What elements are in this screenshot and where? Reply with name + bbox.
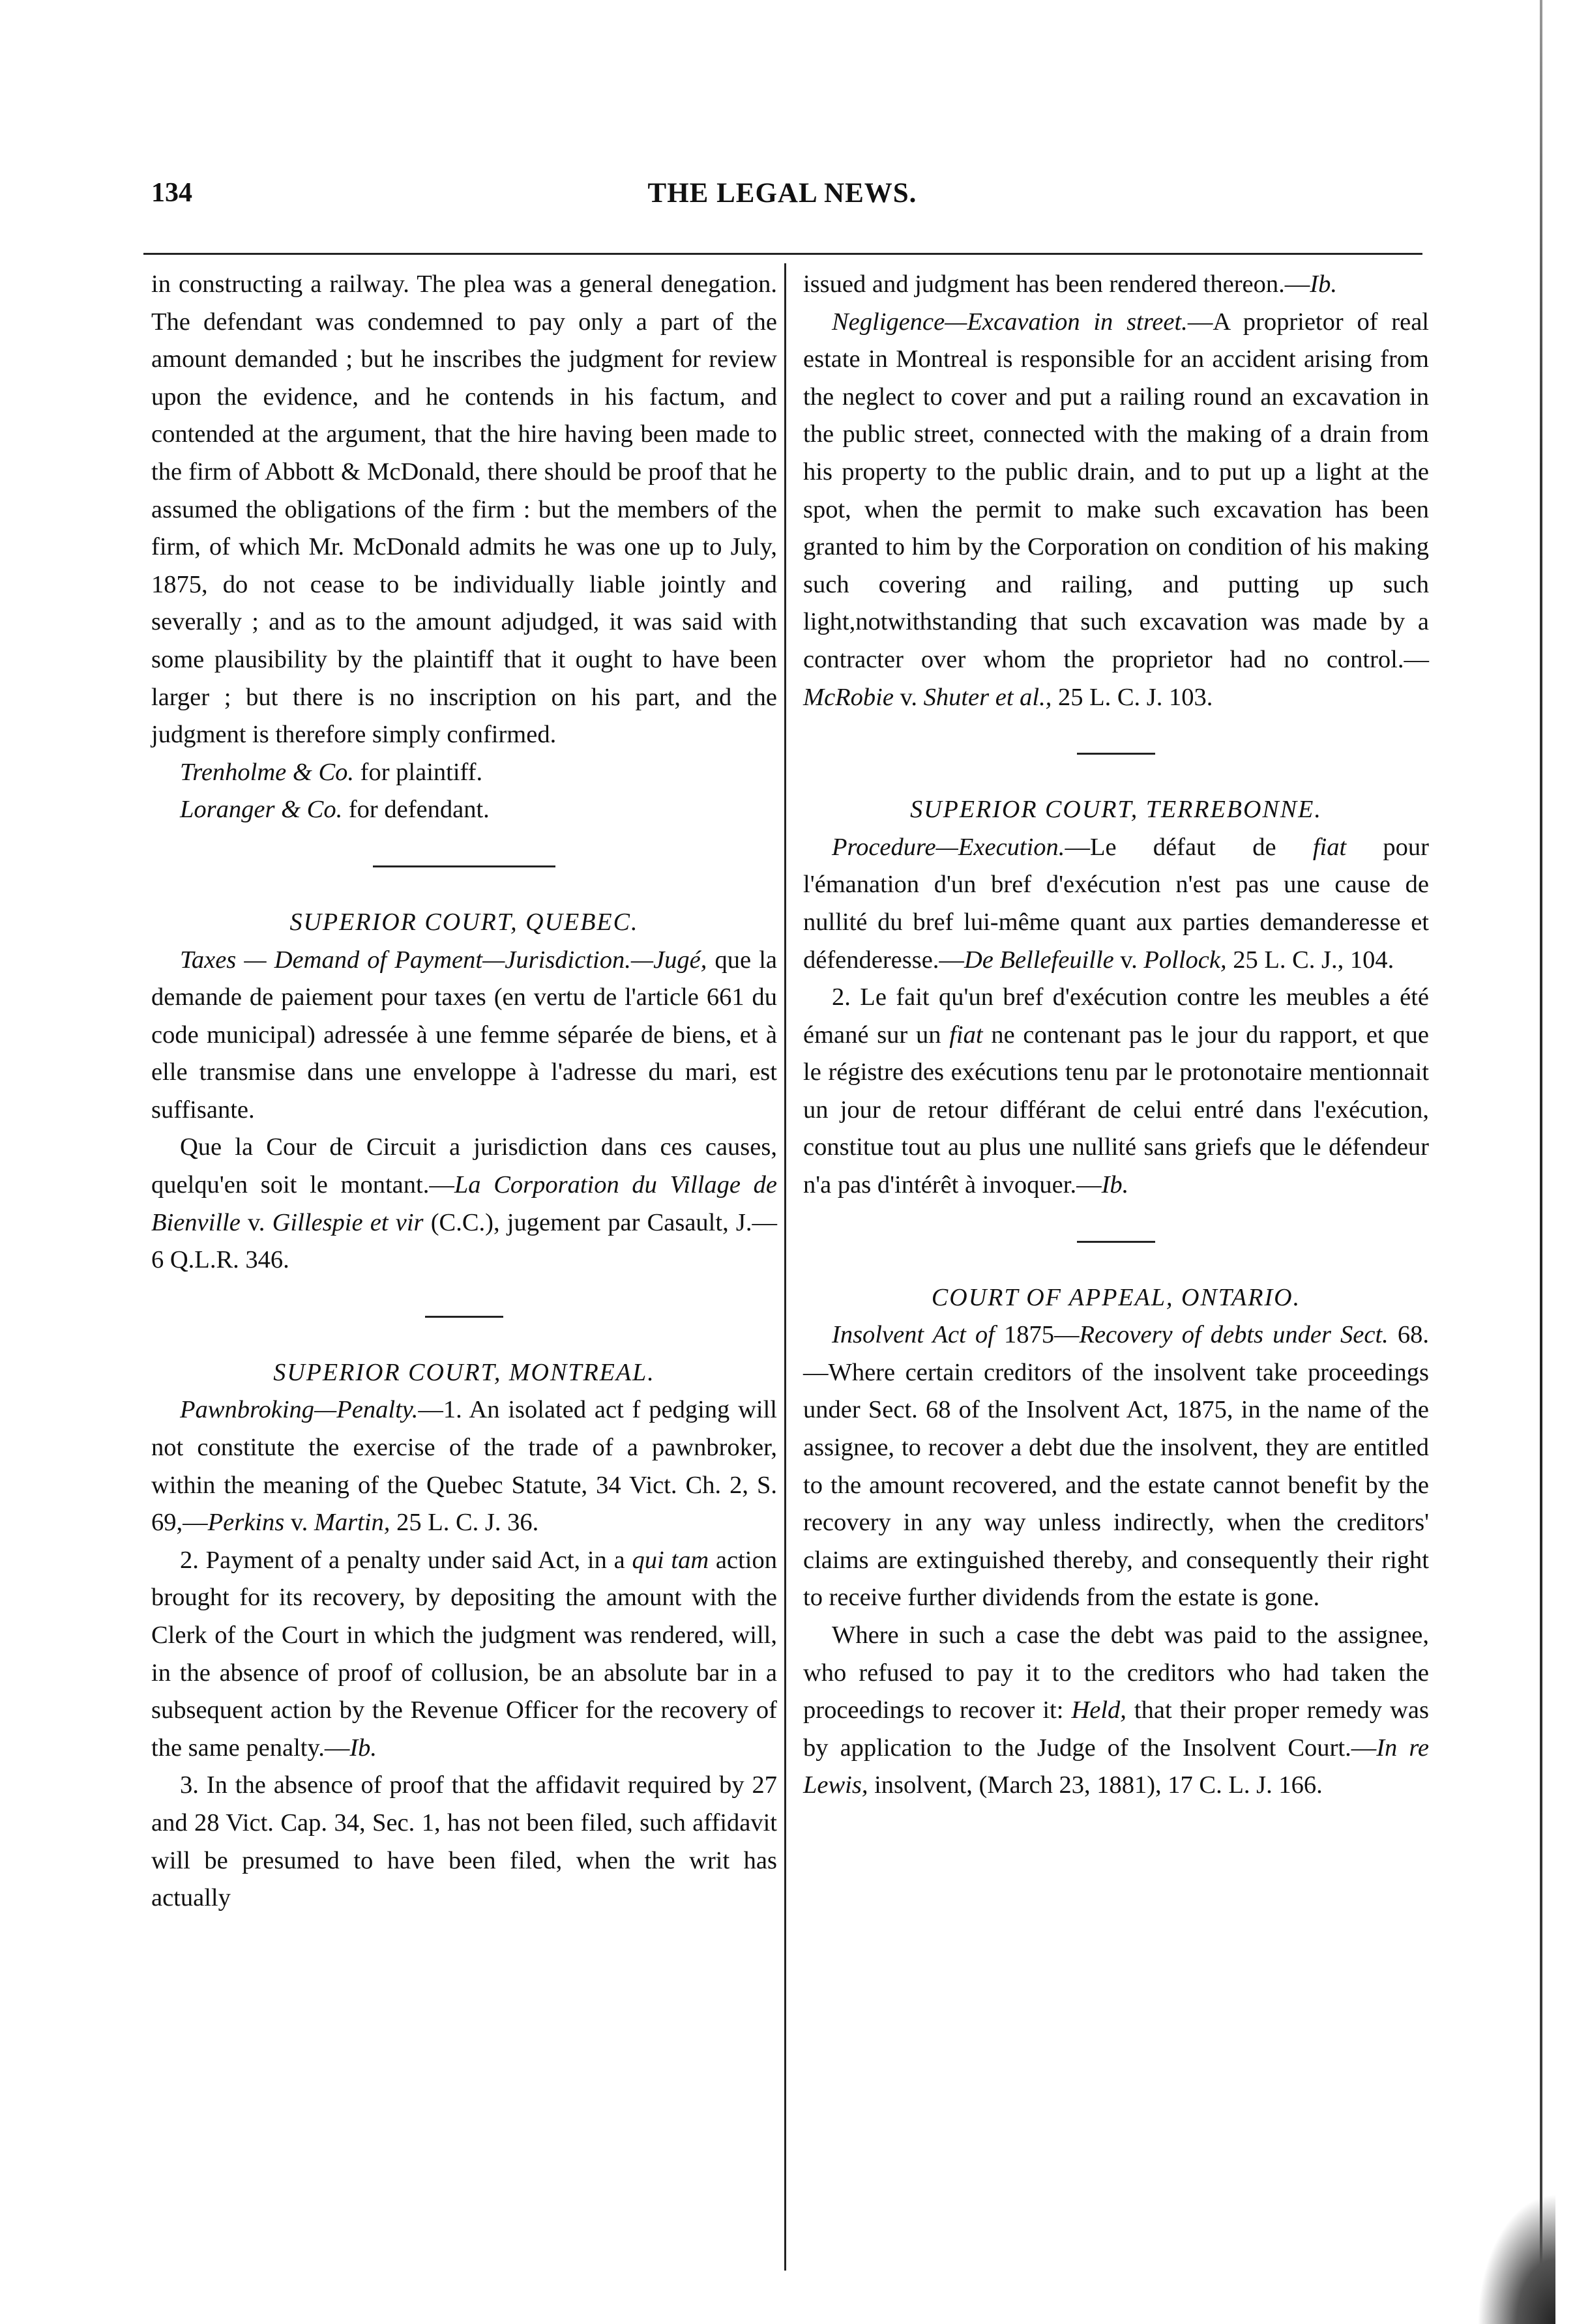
negligence-headnote-title: Negligence—Excavation in street. — [832, 308, 1188, 336]
header-rule — [143, 253, 1422, 255]
negligence-case-1: McRobie — [803, 683, 894, 711]
counsel-plaintiff-name: Trenholme & Co. — [180, 758, 355, 786]
court-heading-quebec: SUPERIOR COURT, QUEBEC. — [289, 908, 639, 936]
ontario-paragraph-2 — [803, 1617, 1429, 1805]
negligence-citation: 25 L. C. J. 103. — [1052, 683, 1213, 711]
counsel-plaintiff-role: for plaintiff. — [354, 758, 483, 786]
quebec-party: Gillespie et vir — [272, 1208, 424, 1236]
ontario-case: In re Lewis, — [803, 1734, 1429, 1799]
terrebonne-p2-a: 2. Le fait qu'un bref d'exécution contre les meubles a été émané sur un — [803, 983, 1429, 1049]
ontario-held: Held, — [1071, 1696, 1126, 1724]
separator-rule — [425, 1316, 503, 1318]
terrebonne-versus: v. — [1113, 946, 1144, 974]
counsel-defendant-role: for defendant. — [342, 796, 490, 824]
montreal-paragraph-2-a: 2. Payment of a penalty under said Act, in a — [180, 1546, 632, 1574]
quebec-paragraph-2 — [151, 1129, 777, 1279]
ontario-title-b: Recovery of debts under Sect. — [1079, 1321, 1389, 1349]
ontario-citation: insolvent, (March 23, 1881), 17 C. L. J. 166. — [868, 1771, 1323, 1799]
terrebonne-p1-b: pour l'émanation d'un bref d'exécution n'est pas une cause de nullité du bref lui-même quant aux parties demanderesse et défenderesse.— — [803, 833, 1429, 974]
left-column — [151, 266, 777, 1917]
terrebonne-paragraph-2 — [803, 979, 1429, 1204]
terrebonne-p2-fiat: fiat — [949, 1021, 983, 1049]
ontario-title-a: Insolvent Act of — [832, 1321, 995, 1349]
montreal-case-1: Perkins — [207, 1509, 285, 1537]
court-heading-ontario: COURT OF APPEAL, ONTARIO. — [931, 1283, 1301, 1311]
montreal-paragraph-3: 3. In the absence of proof that the affidavit required by 27 and 28 Vict. Cap. 34, Sec. 1, has not been filed, such affidavit will be presumed to have been filed, when the writ has actually — [151, 1771, 777, 1912]
ontario-p2-a: Where in such a case the debt was paid to the assignee, who refused to pay it to the creditors who had taken the proceedings to recover it: — [803, 1621, 1429, 1724]
montreal-paragraph-1 — [151, 1391, 777, 1541]
section-separator — [803, 1204, 1429, 1279]
section-separator — [151, 829, 777, 904]
negligence-paragraph — [803, 304, 1429, 717]
counsel-plaintiff — [151, 754, 777, 792]
montreal-case-2: Martin, — [314, 1509, 390, 1537]
separator-rule — [1077, 753, 1155, 755]
column-divider — [784, 263, 786, 2271]
montreal-paragraph-2-b: action brought for its recovery, by depositing the amount with the Clerk of the Court in which the judgment was rendered, will, in the absence of proof of collusion, be an absolute bar in a subsequent action by the Revenue Officer for the recovery of the same penalty.— — [151, 1546, 777, 1762]
terrebonne-ibid: Ib. — [1101, 1171, 1129, 1199]
section-separator — [803, 716, 1429, 791]
terrebonne-p2-b: ne contenant pas le jour du rapport, et que le régistre des exécutions tenu par le protonotaire mentionnait un jour de retour différant de celui entré dans l'exécution, constitue tout au plus une nullité sans griefs que le défendeur n'a pas d'intérêt à invoquer.— — [803, 1021, 1430, 1199]
continued-paragraph: in constructing a railway. The plea was a general denegation. The defendant was condemned to pay only a part of the amount demanded ; but he inscribes the judgment for review upon the evidence, and he contends in his factum, and contended at the argument, that the hire having been made to the firm of Abbott & McDonald, there should be proof that he assumed the obligations of the firm : but the members of the firm, of which Mr. McDonald admits he was one up to July, 1875, do not cease to be individually liable jointly and severally ; and as to the amount adjudged, it was said with some plausibility by the plaintiff that it ought to have been larger ; but there is no inscription on his part, and the judgment is therefore simply confirmed. — [151, 270, 777, 749]
quebec-headnote-title: Taxes — Demand of Payment—Jurisdiction.— — [180, 946, 654, 974]
terrebonne-fiat: fiat — [1312, 833, 1347, 861]
montreal-citation: 25 L. C. J. 36. — [390, 1509, 539, 1537]
counsel-defendant-name: Loranger & Co. — [180, 796, 343, 824]
quebec-juge: Jugé, — [653, 946, 707, 974]
terrebonne-headnote-title: Procedure—Execution. — [832, 833, 1065, 861]
ontario-paragraph-1 — [803, 1316, 1429, 1617]
scan-page-edge — [1540, 0, 1542, 2324]
terrebonne-paragraph-1 — [803, 829, 1429, 979]
negligence-case-2: Shuter et al., — [923, 683, 1052, 711]
page-header — [143, 171, 1421, 229]
quebec-case-name: La Corporation du Village de Bienville — [151, 1171, 777, 1236]
quebec-paragraph-1-text: que la demande de paiement pour taxes (en vertu de l'article 661 du code municipal) adressée à une femme séparée de biens, et à elle transmise dans une enveloppe à l'adresse du mari, est suffisante. — [151, 946, 778, 1124]
negligence-versus: v. — [893, 683, 924, 711]
terrebonne-case-2: Pollock, — [1143, 946, 1227, 974]
page-number: 134 — [151, 178, 192, 208]
continued-paragraph — [803, 266, 1429, 304]
continued-ibid: Ib. — [1310, 270, 1337, 298]
ontario-title-year: 1875— — [994, 1321, 1080, 1349]
running-title: THE LEGAL NEWS. — [647, 178, 917, 209]
counsel-defendant — [151, 791, 777, 829]
section-separator — [151, 1279, 777, 1354]
negligence-text: —A proprietor of real estate in Montreal is responsible for an accident arising from the neglect to cover and put a railing round an excavation in the public street, connected with the making of a drain from his property to the public drain, and to put up a light at the spot, when the permit to make such excavation has been granted to him by the Corporation on condition of his making such covering and railing, and putting up such light,notwithstanding that such excavation was made by a contracter over whom the proprietor had no control.— — [803, 308, 1430, 673]
montreal-ibid: Ib. — [349, 1734, 377, 1762]
montreal-qui-tam: qui tam — [632, 1546, 709, 1574]
court-heading-montreal: SUPERIOR COURT, MONTREAL. — [273, 1358, 655, 1386]
ontario-p2-b: that their proper remedy was by application to the Judge of the Insolvent Court.— — [803, 1696, 1429, 1762]
ontario-p1-text: 68.—Where certain creditors of the insolvent take proceedings under Sect. 68 of the Insolvent Act, 1875, in the name of the assignee, to recover a debt due the insolvent, they are entitled to the amount recovered, and the estate cannot benefit by the recovery in any way unless indirectly, when the creditors' claims are extinguished thereby, and consequently their right to receive further dividends from the estate is gone. — [803, 1321, 1429, 1612]
quebec-citation: (C.C.), jugement par Casault, J.—6 Q.L.R. 346. — [151, 1208, 777, 1274]
montreal-paragraph-2 — [151, 1542, 777, 1767]
montreal-versus: v. — [284, 1509, 314, 1537]
separator-rule — [1077, 1241, 1155, 1243]
continued-text: issued and judgment has been rendered thereon.— — [803, 270, 1310, 298]
montreal-paragraph-1-text: —1. An isolated act f pedging will not constitute the exercise of the trade of a pawnbroker, within the meaning of the Quebec Statute, 34 Vict. Ch. 2, S. 69,— — [151, 1396, 777, 1537]
terrebonne-citation: 25 L. C. J., 104. — [1226, 946, 1394, 974]
quebec-paragraph-2-text: Que la Cour de Circuit a jurisdiction dans ces causes, quelqu'en soit le montant.— — [151, 1133, 777, 1199]
quebec-versus: v. — [240, 1208, 272, 1236]
separator-rule — [373, 865, 555, 867]
quebec-paragraph-1 — [151, 942, 777, 1129]
scan-corner-shadow — [1477, 2194, 1555, 2324]
montreal-headnote-title: Pawnbroking—Penalty. — [180, 1396, 419, 1424]
terrebonne-p1-a: —Le défaut de — [1065, 833, 1313, 861]
court-heading-terrebonne: SUPERIOR COURT, TERREBONNE. — [910, 796, 1322, 824]
right-column — [803, 266, 1429, 1805]
terrebonne-case-1: De Bellefeuille — [964, 946, 1114, 974]
